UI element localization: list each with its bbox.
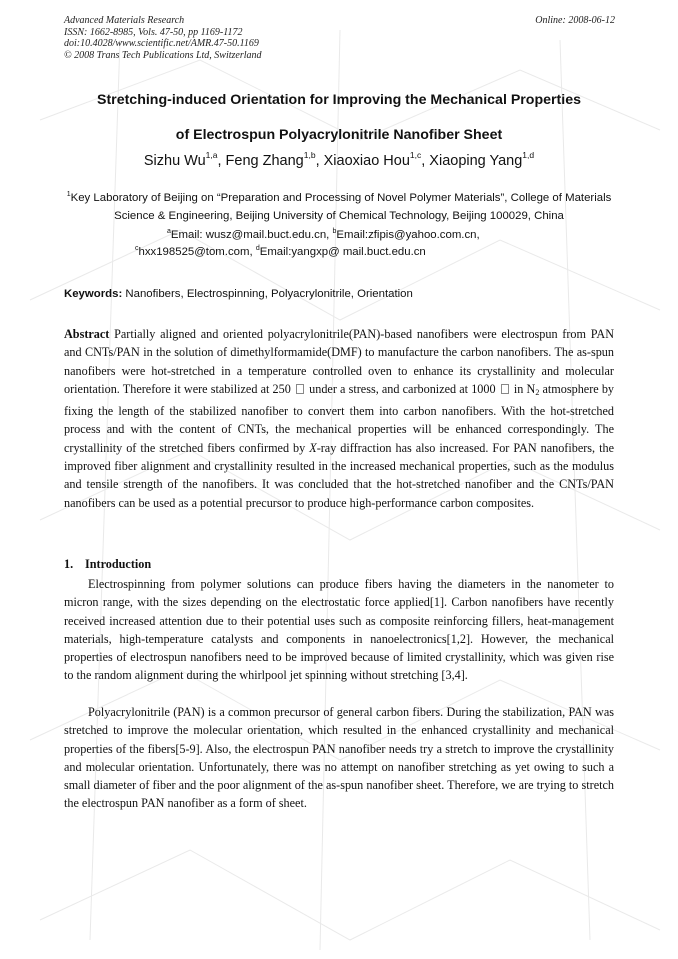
author-name: Xiaoping Yang xyxy=(429,153,523,169)
introduction-paragraph-1: Electrospinning from polymer solutions can produce fibers having the diameters in the nanometer to micron range, with the sizes depending on the electrostatic force applied[1]. Carbon nanofibers have recently received increased attention due to their potential uses such as composite reinforcing fillers, heat-management materials, high-temperature catalysts and components in nanoelectronics[1,2]. However, the mechanical properties of electrospun nanofibers need to be improved because of limited crystallinity, which was given rise to the random alignment during the whirlpool jet spinning without stretching [3,4]. xyxy=(64,577,614,683)
author-affiliation-mark: 1,c xyxy=(409,150,422,160)
abstract: Abstract Partially aligned and oriented polyacrylonitrile(PAN)-based nanofibers were electrospun from PAN and CNTs/PAN in the solution of dimethylformamide(DMF) to manufacture the carbon nanofibers. The as-spun nanofibers were hot-stretched in a temperature controlled oven to enhance its crystallinity and molecular orientation. Therefore it were stabilized at 250 under a stress, and carbonized at 1000 in $N_2$ atmosphere by fixing the length of the stabilized nanofiber to convert them into carbon nanofibers. With the hot-stretched process and with the content of CNTs, the mechanical properties will be enhanced correspondingly. The crystallinity of the stretched fibers confirmed by X-ray diffraction has also increased. For PAN nanofibers, the improved fiber alignment and crystallinity resulted in the increased mechanical properties, such as the modulus and tensile strength of the nanofibers. It was concluded that the hot-stretched nanofiber and the CNTs/PAN nanofibers can be used as a potential precursor to produce high-performance carbon composites. xyxy=(64,327,615,510)
introduction-paragraph-2: Polyacrylonitrile (PAN) is a common precursor of general carbon fibers. During the stabilization, PAN was stretched to improve the molecular orientation, which resulted in the enhanced crystallinity and mechanical properties of the fibers[5-9]. Also, the electrospun PAN nanofiber needs try a stretch to improve the crystallinity and molecular orientation. Unfortunately, there was no attempt on nanofiber stretching as yet owing to such a small diameter of fiber and the poor alignment of the as-spun nanofiber sheet. Therefore, we are trying to stretch the electrospun PAN nanofiber as a form of sheet. xyxy=(64,705,614,811)
paper-title-line-2: of Electrospun Polyacrylonitrile Nanofiber Sheet xyxy=(175,127,503,143)
author-name: Sizhu Wu xyxy=(143,153,206,169)
paper-title-line-1: Stretching-induced Orientation for Improving the Mechanical Properties xyxy=(96,92,582,108)
author-affiliation-mark: 1,b xyxy=(303,150,316,160)
author-affiliation-mark: 1,d xyxy=(522,150,535,160)
online-date: Online: 2008-06-12 xyxy=(535,15,615,26)
keywords-text: Nanofibers, Electrospinning, Polyacrylonitrile, Orientation xyxy=(122,288,413,300)
abstract-label: Abstract xyxy=(64,327,110,341)
journal-name: Advanced Materials Research xyxy=(64,15,185,26)
degree-symbol-placeholder xyxy=(296,384,304,394)
email-line-2: $^c$hxx198525@tom.com, $^d$Email:yangxp@ mail.buct.edu.cn xyxy=(135,245,426,258)
email-line-1: $^a$Email: wusz@mail.buct.edu.cn, $^b$Email:zfipis@yahoo.com.cn, xyxy=(167,228,480,241)
journal-doi: doi:10.4028/www.scientific.net/AMR.47-50.1169 xyxy=(64,38,259,49)
journal-header xyxy=(64,15,262,61)
section-heading-introduction: 1. Introduction xyxy=(64,557,152,571)
author-affiliation-mark: 1,a xyxy=(205,150,218,160)
keywords-label: Keywords: xyxy=(64,288,123,300)
author-name: Xiaoxiao Hou xyxy=(323,153,410,169)
degree-symbol-placeholder xyxy=(501,384,509,394)
journal-copyright: © 2008 Trans Tech Publications Ltd, Switzerland xyxy=(64,49,262,61)
author-list: Sizhu Wu$^{1,a}$, Feng Zhang$^{1,b}$, Xiaoxiao Hou$^{1,c}$, Xiaoping Yang$^{1,d}$ xyxy=(143,150,535,169)
affiliation: $^1$Key Laboratory of Beijing on “Preparation and Processing of Novel Polymer Materials”, College of Materials Science & Engineering, Beijing University of Chemical Technology, Beijing 100029, China xyxy=(66,191,612,222)
author-name: Feng Zhang xyxy=(225,153,304,169)
keywords xyxy=(64,288,413,300)
journal-issn: ISSN: 1662-8985, Vols. 47-50, pp 1169-1172 xyxy=(64,26,243,38)
